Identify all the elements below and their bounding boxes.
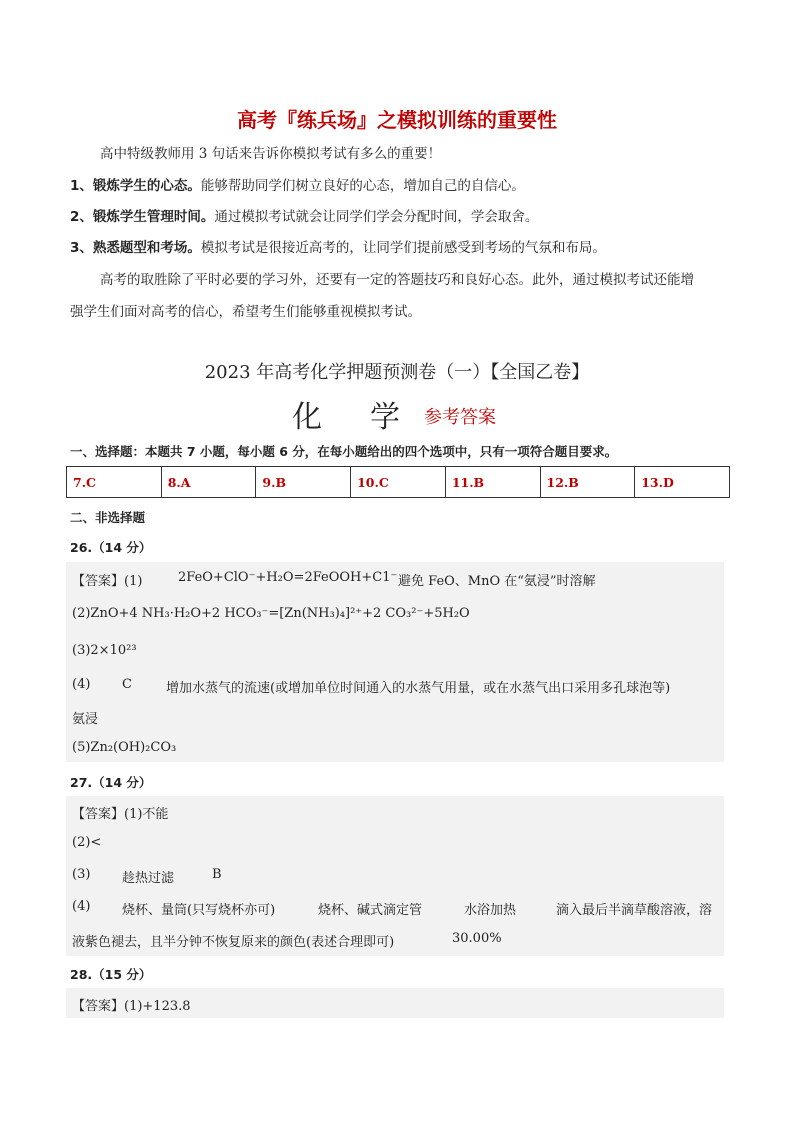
q27-line-4a: (4) [72, 899, 91, 914]
q27-line-4e: 滴入最后半滴草酸溶液，溶 [556, 903, 713, 918]
point-3-text: 模拟考试是很接近高考的，让同学们提前感受到考场的气氛和布局。 [200, 240, 606, 256]
q26-line-2: (2)ZnO+4 NH₃·H₂O+2 HCO₃⁻=[Zn(NH₃)₄]²⁺+2 CO₃²⁻+5H₂O [72, 606, 470, 621]
q27-line-4f: 液紫色褪去，且半分钟不恢复原来的颜色(表述合理即可) [72, 935, 395, 950]
q27-line-2: (2)< [72, 835, 102, 850]
point-1 [70, 176, 525, 196]
q26-line-4a: (4) [72, 677, 91, 692]
choice-answer-cell: 10.C [351, 467, 446, 498]
choice-answer-cell: 11.B [445, 467, 540, 498]
section-2-heading: 二、非选择题 [70, 510, 146, 525]
choice-answer-cell: 13.D [635, 467, 730, 498]
q26-line-4b: C [122, 677, 132, 692]
choice-answer-cell: 9.B [256, 467, 351, 498]
q26-heading: 26.（14 分） [70, 540, 152, 555]
exam-title: 2023 年高考化学押题预测卷（一）【全国乙卷】 [204, 362, 590, 383]
subject-char-1: 化 [292, 400, 322, 435]
point-2-text: 通过模拟考试就会让同学们学会分配时间，学会取舍。 [214, 209, 539, 225]
q27-line-3c: B [212, 867, 222, 882]
q27-line-4g: 30.00% [452, 931, 502, 946]
q27-line-4c: 烧杯、碱式滴定管 [318, 903, 423, 918]
q26-line-4c: 增加水蒸气的流速(或增加单位时间通入的水蒸气用量，或在水蒸气出口采用多孔球泡等) [166, 681, 671, 696]
point-2 [70, 207, 538, 227]
q28-line-1: 【答案】(1)+123.8 [72, 999, 191, 1014]
subject-title [292, 392, 400, 436]
closing-line-2: 强学生们面对高考的信心，希望考生们能够重视模拟考试。 [70, 304, 421, 320]
q26-line-1b: 2FeO+ClO⁻+H₂O=2FeOOH+C1⁻ [178, 570, 398, 585]
q27-line-3a: (3) [72, 867, 91, 882]
reference-answer-label: 参考答案 [424, 407, 496, 428]
point-2-bold: 锻炼学生管理时间。 [92, 209, 215, 225]
point-3-num: 3、 [70, 240, 93, 256]
q28-heading: 28.（15 分） [70, 967, 152, 982]
q26-line-3: (3)2×10²³ [72, 643, 137, 658]
q27-line-4d: 水浴加热 [464, 903, 517, 918]
q26-line-1a: 【答案】(1) [72, 574, 143, 589]
point-1-num: 1、 [70, 178, 93, 194]
choice-answer-cell: 8.A [161, 467, 256, 498]
choice-answer-cell: 7.C [67, 467, 162, 498]
point-3-bold: 熟悉题型和考场。 [92, 240, 201, 256]
page-heading: 高考『练兵场』之模拟训练的重要性 [237, 108, 557, 132]
subject-char-2: 学 [370, 400, 400, 435]
point-1-bold: 锻炼学生的心态。 [92, 178, 201, 194]
q27-line-1: 【答案】(1)不能 [72, 807, 169, 822]
q26-answer-block [66, 562, 724, 762]
choice-answer-table [66, 466, 730, 498]
q27-line-4b: 烧杯、量筒(只写烧杯亦可) [122, 903, 276, 918]
point-1-text: 能够帮助同学们树立良好的心态，增加自己的自信心。 [200, 178, 525, 194]
section-1-heading: 一、选择题：本题共 7 小题，每小题 6 分，在每小题给出的四个选项中，只有一项符合题目要求。 [70, 444, 618, 459]
q26-line-1c: 避免 FeO、MnO 在“氨浸”时溶解 [398, 574, 596, 589]
point-2-num: 2、 [70, 209, 93, 225]
point-3 [70, 238, 606, 258]
intro-text: 高中特级教师用 3 句话来告诉你模拟考试有多么的重要！ [100, 146, 442, 162]
q26-line-5: (5)Zn₂(OH)₂CO₃ [72, 740, 177, 755]
q26-line-4d: 氨浸 [72, 712, 99, 727]
q27-heading: 27.（14 分） [70, 775, 152, 790]
q27-line-3b: 趁热过滤 [122, 871, 175, 886]
choice-answer-cell: 12.B [540, 467, 635, 498]
closing-line-1: 高考的取胜除了平时必要的学习外，还要有一定的答题技巧和良好心态。此外，通过模拟考试还能增 [100, 272, 694, 288]
